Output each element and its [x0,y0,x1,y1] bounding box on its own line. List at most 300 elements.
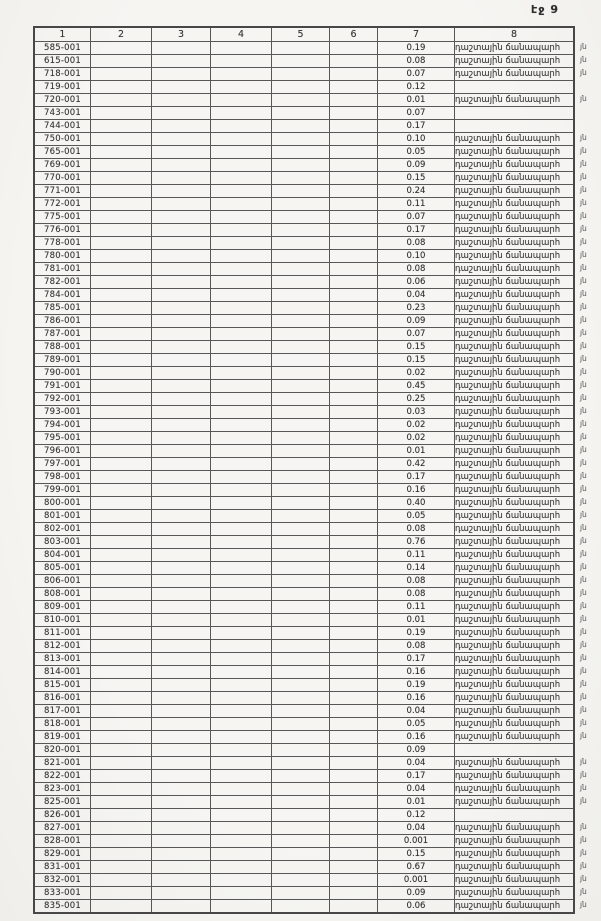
empty-cell [211,627,272,640]
parcel-code-cell: 829-001 [34,848,91,861]
empty-cell [272,211,330,224]
area-value-cell: 0.42 [378,458,455,471]
area-value-cell: 0.02 [378,419,455,432]
margin-note: յն [580,393,587,402]
parcel-code-cell: 831-001 [34,861,91,874]
table-row [34,484,574,497]
parcel-code-cell: 822-001 [34,770,91,783]
empty-cell [91,523,152,536]
parcel-code-cell: 833-001 [34,887,91,900]
empty-cell [330,822,378,835]
table-row [34,562,574,575]
empty-cell [330,237,378,250]
empty-cell [330,757,378,770]
empty-cell [330,783,378,796]
empty-cell [152,224,211,237]
parcel-code-cell: 718-001 [34,68,91,81]
empty-cell [211,770,272,783]
empty-cell [272,107,330,120]
empty-cell [91,302,152,315]
empty-cell [152,172,211,185]
table-row [34,653,574,666]
empty-cell [211,159,272,172]
parcel-code-cell: 744-001 [34,120,91,133]
land-use-desc-cell: դաշտային ճանապարհ [455,484,575,497]
empty-cell [91,185,152,198]
empty-cell [91,146,152,159]
empty-cell [272,809,330,822]
empty-cell [330,653,378,666]
empty-cell [330,133,378,146]
land-use-desc-cell: դաշտային ճանապարհ [455,653,575,666]
empty-cell [152,770,211,783]
area-value-cell: 0.001 [378,874,455,887]
area-value-cell: 0.08 [378,575,455,588]
empty-cell [91,653,152,666]
empty-cell [91,94,152,107]
empty-cell [91,133,152,146]
margin-note: յն [580,146,587,155]
land-use-desc-cell [455,81,575,94]
table-row [34,887,574,900]
parcel-code-cell: 781-001 [34,263,91,276]
parcel-code-cell: 818-001 [34,718,91,731]
margin-note: յն [580,289,587,298]
empty-cell [152,198,211,211]
empty-cell [152,718,211,731]
table-row [34,237,574,250]
table-row [34,796,574,809]
empty-cell [91,172,152,185]
parcel-code-cell: 814-001 [34,666,91,679]
empty-cell [152,614,211,627]
area-value-cell: 0.09 [378,744,455,757]
empty-cell [330,354,378,367]
area-value-cell: 0.10 [378,133,455,146]
table-row [34,354,574,367]
empty-cell [330,302,378,315]
table-row [34,627,574,640]
empty-cell [330,224,378,237]
area-value-cell: 0.67 [378,861,455,874]
empty-cell [91,744,152,757]
area-value-cell: 0.15 [378,848,455,861]
empty-cell [330,809,378,822]
empty-cell [330,601,378,614]
parcel-code-cell: 813-001 [34,653,91,666]
empty-cell [91,679,152,692]
table-row [34,835,574,848]
empty-cell [272,146,330,159]
empty-cell [272,302,330,315]
empty-cell [272,718,330,731]
empty-cell [211,367,272,380]
table-row [34,744,574,757]
margin-note: յն [580,510,587,519]
empty-cell [211,666,272,679]
empty-cell [272,510,330,523]
margin-note: յն [580,484,587,493]
empty-cell [330,627,378,640]
parcel-code-cell: 775-001 [34,211,91,224]
area-value-cell: 0.25 [378,393,455,406]
margin-note: յն [580,887,587,896]
empty-cell [152,68,211,81]
margin-note: յն [580,601,587,610]
empty-cell [272,406,330,419]
empty-cell [152,757,211,770]
empty-cell [211,822,272,835]
empty-cell [91,198,152,211]
empty-cell [330,419,378,432]
empty-cell [91,458,152,471]
empty-cell [211,705,272,718]
parcel-code-cell: 793-001 [34,406,91,419]
empty-cell [91,120,152,133]
land-use-desc-cell: դաշտային ճանապարհ [455,172,575,185]
empty-cell [211,848,272,861]
table-row [34,822,574,835]
area-value-cell: 0.08 [378,55,455,68]
empty-cell [211,861,272,874]
empty-cell [272,120,330,133]
empty-cell [272,575,330,588]
land-use-desc-cell: դաշտային ճանապարհ [455,393,575,406]
margin-note: յն [580,68,587,77]
empty-cell [91,887,152,900]
parcel-code-cell: 792-001 [34,393,91,406]
column-header-5: 5 [272,27,330,42]
empty-cell [272,276,330,289]
empty-cell [330,744,378,757]
empty-cell [152,588,211,601]
table-row [34,458,574,471]
empty-cell [152,328,211,341]
margin-note: յն [580,614,587,623]
margin-note: յն [580,471,587,480]
parcel-code-cell: 782-001 [34,276,91,289]
area-value-cell: 0.11 [378,549,455,562]
table-row [34,575,574,588]
empty-cell [211,250,272,263]
empty-cell [211,81,272,94]
empty-cell [211,341,272,354]
empty-cell [330,42,378,55]
empty-cell [272,263,330,276]
empty-cell [211,302,272,315]
empty-cell [211,757,272,770]
empty-cell [211,900,272,914]
table-row [34,55,574,68]
empty-cell [91,575,152,588]
land-use-desc-cell: դաշտային ճանապարհ [455,471,575,484]
empty-cell [91,627,152,640]
empty-cell [330,146,378,159]
empty-cell [330,432,378,445]
empty-cell [91,601,152,614]
column-header-3: 3 [152,27,211,42]
empty-cell [272,627,330,640]
margin-note: յն [580,211,587,220]
empty-cell [272,536,330,549]
empty-cell [211,835,272,848]
parcel-code-cell: 772-001 [34,198,91,211]
empty-cell [152,393,211,406]
land-use-desc-cell: դաշտային ճանապարհ [455,302,575,315]
empty-cell [330,458,378,471]
empty-cell [330,731,378,744]
empty-cell [152,796,211,809]
land-use-desc-cell: դաշտային ճանապարհ [455,731,575,744]
table-row [34,250,574,263]
margin-note: յն [580,900,587,909]
empty-cell [272,770,330,783]
table-row [34,315,574,328]
margin-note: յն [580,419,587,428]
land-use-desc-cell: դաշտային ճանապարհ [455,861,575,874]
land-use-desc-cell: դաշտային ճանապարհ [455,146,575,159]
land-use-desc-cell: դաշտային ճանապարհ [455,562,575,575]
land-use-desc-cell: դաշտային ճանապարհ [455,419,575,432]
parcel-code-cell: 809-001 [34,601,91,614]
empty-cell [91,159,152,172]
area-value-cell: 0.08 [378,588,455,601]
land-use-desc-cell: դաշտային ճանապարհ [455,718,575,731]
empty-cell [272,744,330,757]
empty-cell [91,588,152,601]
empty-cell [211,419,272,432]
land-use-desc-cell: դաշտային ճանապարհ [455,185,575,198]
table-row [34,497,574,510]
land-use-desc-cell: դաշտային ճանապարհ [455,276,575,289]
empty-cell [91,380,152,393]
table-row [34,705,574,718]
parcel-code-cell: 789-001 [34,354,91,367]
empty-cell [211,198,272,211]
empty-cell [330,211,378,224]
empty-cell [211,614,272,627]
empty-cell [152,185,211,198]
empty-cell [211,653,272,666]
empty-cell [330,406,378,419]
empty-cell [330,94,378,107]
empty-cell [91,471,152,484]
margin-note: յն [580,94,587,103]
empty-cell [91,562,152,575]
empty-cell [330,159,378,172]
parcel-code-cell: 826-001 [34,809,91,822]
empty-cell [272,458,330,471]
parcel-code-cell: 769-001 [34,159,91,172]
parcel-code-cell: 776-001 [34,224,91,237]
empty-cell [272,380,330,393]
empty-cell [330,289,378,302]
land-use-desc-cell: դաշտային ճանապարհ [455,601,575,614]
empty-cell [211,601,272,614]
empty-cell [91,224,152,237]
land-use-desc-cell: դաշտային ճանապարհ [455,523,575,536]
empty-cell [330,562,378,575]
empty-cell [211,575,272,588]
table-row [34,107,574,120]
empty-cell [152,289,211,302]
empty-cell [330,549,378,562]
empty-cell [272,653,330,666]
table-row [34,380,574,393]
empty-cell [152,900,211,914]
area-value-cell: 0.17 [378,224,455,237]
empty-cell [152,640,211,653]
empty-cell [152,120,211,133]
parcel-code-cell: 810-001 [34,614,91,627]
empty-cell [211,432,272,445]
margin-note: յն [580,224,587,233]
margin-note: յն [580,380,587,389]
land-use-desc-cell: դաշտային ճանապարհ [455,679,575,692]
empty-cell [91,614,152,627]
page-number-label: էջ 9 [531,3,559,16]
table-row [34,68,574,81]
empty-cell [152,445,211,458]
empty-cell [211,679,272,692]
empty-cell [91,315,152,328]
empty-cell [330,679,378,692]
empty-cell [211,887,272,900]
empty-cell [152,55,211,68]
empty-cell [330,328,378,341]
table-row [34,302,574,315]
parcel-code-cell: 827-001 [34,822,91,835]
empty-cell [91,497,152,510]
empty-cell [272,497,330,510]
land-use-desc-cell: դաշտային ճանապարհ [455,848,575,861]
parcel-code-cell: 743-001 [34,107,91,120]
empty-cell [211,55,272,68]
empty-cell [211,185,272,198]
empty-cell [272,224,330,237]
empty-cell [152,822,211,835]
empty-cell [272,445,330,458]
empty-cell [272,42,330,55]
empty-cell [152,705,211,718]
land-use-desc-cell: դաշտային ճանապարհ [455,796,575,809]
empty-cell [330,471,378,484]
area-value-cell: 0.76 [378,536,455,549]
empty-cell [91,354,152,367]
empty-cell [152,510,211,523]
empty-cell [152,133,211,146]
empty-cell [152,237,211,250]
empty-cell [272,666,330,679]
empty-cell [152,107,211,120]
land-use-desc-cell: դաշտային ճանապարհ [455,874,575,887]
margin-note: յն [580,458,587,467]
empty-cell [272,692,330,705]
empty-cell [330,718,378,731]
area-value-cell: 0.24 [378,185,455,198]
margin-note: յն [580,432,587,441]
empty-cell [272,523,330,536]
parcel-code-cell: 812-001 [34,640,91,653]
land-use-desc-cell: դաշտային ճանապարհ [455,705,575,718]
land-use-desc-cell: դաշտային ճանապարհ [455,783,575,796]
empty-cell [330,497,378,510]
empty-cell [152,94,211,107]
margin-note: յն [580,718,587,727]
margin-note: յն [580,588,587,597]
empty-cell [211,640,272,653]
empty-cell [152,731,211,744]
empty-cell [211,133,272,146]
land-use-desc-cell: դաշտային ճանապարհ [455,887,575,900]
empty-cell [91,666,152,679]
area-value-cell: 0.01 [378,796,455,809]
empty-cell [211,796,272,809]
empty-cell [272,419,330,432]
empty-cell [272,393,330,406]
empty-cell [91,757,152,770]
land-use-desc-cell: դաշտային ճանապարհ [455,159,575,172]
table-row [34,224,574,237]
empty-cell [330,315,378,328]
area-value-cell: 0.04 [378,757,455,770]
margin-note: յն [580,445,587,454]
margin-note: յն [580,835,587,844]
empty-cell [272,705,330,718]
empty-cell [91,328,152,341]
margin-note: յն [580,406,587,415]
empty-cell [152,211,211,224]
empty-cell [91,406,152,419]
empty-cell [272,822,330,835]
empty-cell [91,692,152,705]
margin-note: յն [580,861,587,870]
column-header-7: 7 [378,27,455,42]
empty-cell [211,289,272,302]
empty-cell [211,549,272,562]
land-use-desc-cell [455,809,575,822]
parcel-code-cell: 816-001 [34,692,91,705]
empty-cell [272,731,330,744]
margin-note: յն [580,666,587,675]
area-value-cell: 0.19 [378,42,455,55]
parcel-code-cell: 828-001 [34,835,91,848]
margin-note: յն [580,770,587,779]
empty-cell [211,692,272,705]
empty-cell [152,42,211,55]
area-value-cell: 0.04 [378,289,455,302]
margin-note: յն [580,523,587,532]
land-use-desc-cell: դաշտային ճանապարհ [455,835,575,848]
empty-cell [152,692,211,705]
empty-cell [272,341,330,354]
table-row [34,588,574,601]
empty-cell [91,848,152,861]
empty-cell [330,250,378,263]
margin-note: յն [580,692,587,701]
empty-cell [152,146,211,159]
empty-cell [211,731,272,744]
empty-cell [272,315,330,328]
table-row [34,263,574,276]
land-use-desc-cell: դաշտային ճանապարհ [455,406,575,419]
empty-cell [91,861,152,874]
land-use-desc-cell: դաշտային ճանապարհ [455,328,575,341]
margin-note: յն [580,705,587,714]
margin-note: յն [580,315,587,324]
empty-cell [211,211,272,224]
parcel-code-cell: 804-001 [34,549,91,562]
